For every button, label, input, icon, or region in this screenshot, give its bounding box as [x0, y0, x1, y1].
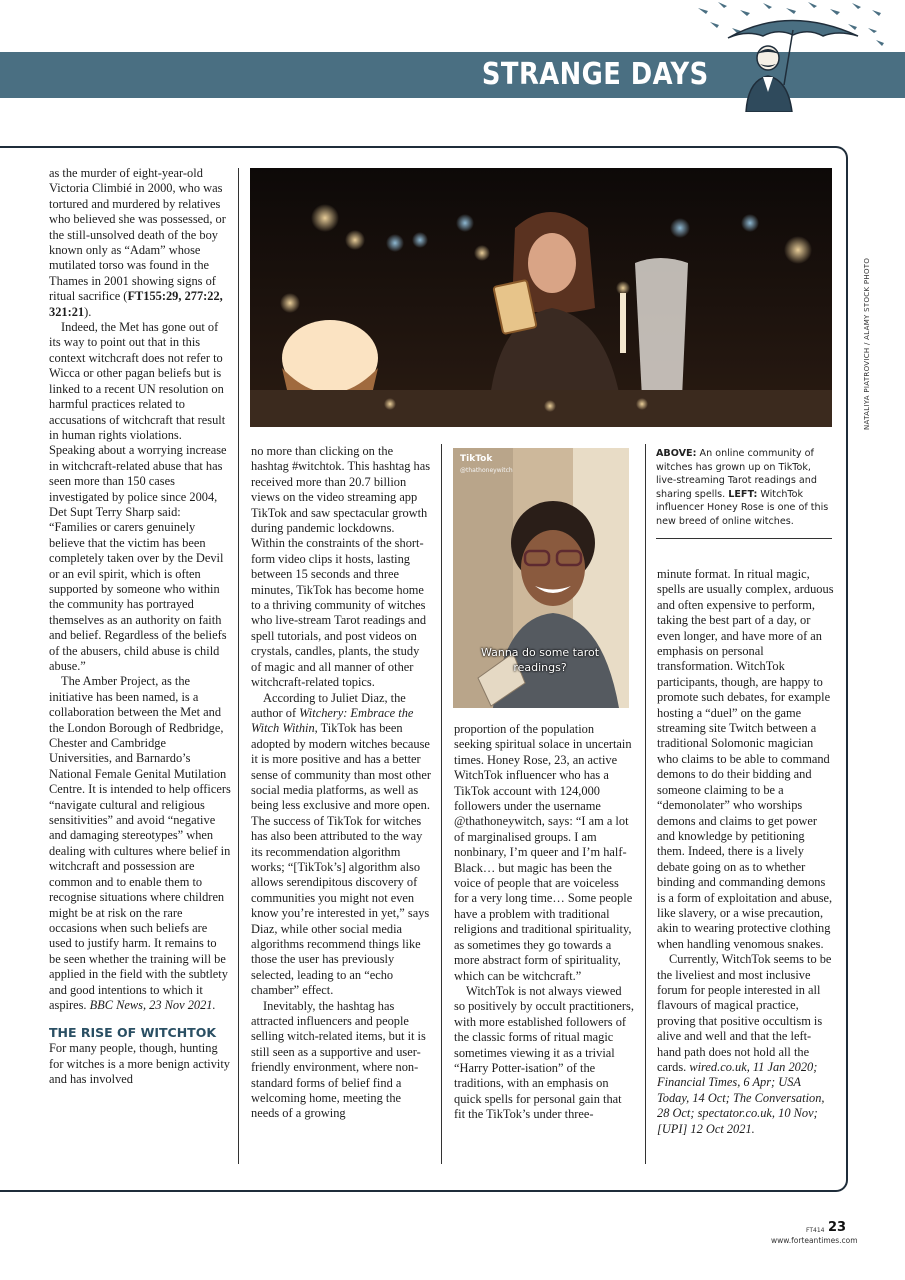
text-run: According to Juliet Diaz, the author of [251, 690, 406, 720]
text-run: ). [84, 304, 92, 319]
text-run: Currently, WitchTok seems to be the liveliest and most inclusive forum for people interested in all flavours of magical practice, proving that positive occultism is alive and well and that the left-hand path does not hold all the cards. [657, 952, 832, 1074]
column-divider-1 [238, 168, 239, 1164]
bubble-line-1: Wanna do some tarot [480, 646, 600, 659]
bubble-line-2: readings? [513, 661, 567, 674]
source-citation: wired.co.uk, 11 Jan 2020; Financial Times, 6 Apr; USA Today, 14 Oct; The Conversation, 28 Oct; spectator.co.uk, 10 Nov; [UPI] 12 Oct 2021. [657, 1060, 825, 1136]
tiktok-logo: TikTok [460, 454, 493, 464]
reference: FT155:29, 277:22, 321:21 [49, 289, 223, 319]
paragraph [251, 691, 431, 999]
article-column-3 [454, 722, 634, 1123]
photo-caption [656, 447, 832, 529]
caption-above-text: An online community of witches has grown up on TikTok, live-streaming Tarot readings and sharing spells. [656, 448, 817, 500]
subheading: THE RISE OF WITCHTOK [49, 1025, 217, 1041]
section-title: STRANGE DAYS [482, 57, 709, 92]
article-column-2 [251, 444, 431, 1122]
caption-above-label: ABOVE: [656, 448, 697, 459]
paragraph: Indeed, the Met has gone out of its way to point out that in this context witchcraft does not refer to Wicca or other pagan beliefs but is linked to a recent UN resolution on harmful practices related to accusations of witchcraft that result in human rights violations. Speaking about a worrying increase in witchcraft-related abuse that has seen more than 150 cases investigated by police since 2004, Det Supt Terry Sharp said: “Families or carers genuinely believe that the victim has been completely taken over by the Devil or an evil spirit, which is often supported by someone who within the community has portrayed themselves as an authority on faith and belief. Regardless of the beliefs of the abusers, child abuse is child abuse.” [49, 320, 227, 673]
text-run: , TikTok has been adopted by modern witches because it is more positive and has a better sense of community than most other social media platforms, as well as being less exclusive and more open. The success of TikTok for witches has also been attributed to the way its recommendation algorithm works; “[TikTok’s] algorithm also allows serendipitous discovery of communities you might not even know you’re interested in yet,” says Diaz, while other social media algorithms recommend things like those the user has previously selected, leading to an “echo chamber” effect. [251, 721, 431, 998]
article-column-4 [657, 567, 835, 1137]
tiktok-username: @thathoneywitch [460, 467, 513, 474]
issue-number: FT414 [806, 1227, 825, 1234]
paragraph: proportion of the population seeking spiritual solace in uncertain times. Honey Rose, 23, an active WitchTok influencer who has a TikTok account with 124,000 followers under the username @thathoneywitch, says: “I am a lot of marginalised groups. I am nonbinary, I’m queer and I’m half-Black… but magic has been the voice of people that are voiceless for a very long time… Some people have a problem with traditional religions and traditional spirituality, as sometimes they go towards a more abstract form of spirituality, which can be witchcraft.” [454, 722, 633, 983]
column-divider-3 [645, 444, 646, 1164]
text-run: as the murder of eight-year-old Victoria Climbié in 2000, who was tortured and murdered by relatives who believed she was possessed, or the still-unsolved death of the boy known only as “Adam” whose mutilated torso was found in the Thames in 2001 showing signs of ritual sacrifice ( [49, 166, 226, 304]
page-number: 23 [828, 1220, 847, 1235]
article-column-1 [49, 166, 231, 1088]
column-divider-2 [441, 444, 442, 1164]
umbrella-man-icon [688, 0, 888, 112]
book-title: Witchery: Embrace the Witch Within [251, 705, 414, 736]
paragraph: For many people, though, hunting for witches is a more benign activity and has involved [49, 1041, 230, 1087]
photo-credit: NATALIYA PIATROVICH / ALAMY STOCK PHOTO [863, 257, 871, 430]
paragraph [657, 952, 835, 1137]
paragraph: no more than clicking on the hashtag #witchtok. This hashtag has received more than 20.7 billion views on the video streaming app TikTok and saw spectacular growth during pandemic lockdowns. Within the constraints of the short-form video clips it hosts, lasting between 15 seconds and three minutes, TikTok has become home to a thriving community of witches who live-stream Tarot readings and spell tutorials, and post videos on crystals, candles, plants, the study of magic and all manner of other witchcraft-related topics. [251, 444, 431, 690]
website-url: www.forteantimes.com [771, 1236, 858, 1245]
paragraph: WitchTok is not always viewed so positively by occult practitioners, with more established followers of the classic forms of ritual magic sometimes viewing it as a trivial “Harry Potter-isation” of the traditions, with an emphasis on quick spells for personal gain that fit the TikTok’s under three- [454, 983, 634, 1122]
paragraph [49, 674, 231, 1013]
tarot-candle-photo [250, 168, 832, 427]
caption-left-label: LEFT: [728, 488, 758, 500]
paragraph [49, 166, 231, 320]
paragraph: minute format. In ritual magic, spells are usually complex, arduous and often expensive to perform, taking the best part of a day, or even longer, and have more of an emphasis on personal transformation. WitchTok participants, though, are happy to promote such debates, for example hosting a “duel” on the game streaming site Twitch between a traditional Solomonic magician who claims to be able to command demons to do their bidding and someone claiming to be a “demonolater” who worships demons and claims to get power and knowledge by petitioning them. Indeed, there is a lively debate going on as to whether binding and commanding demons is a form of exploitation and abuse, like slavery, or a wise precaution, akin to wearing protective clothing when handling venomous snakes. [657, 567, 834, 951]
caption-divider [656, 538, 832, 539]
paragraph: Inevitably, the hashtag has attracted influencers and people selling witch-related items, but it is still seen as a supportive and user-friendly environment, where non-standard forms of belief find a welcoming home, meeting the needs of a growing [251, 998, 426, 1121]
tiktok-caption-bubble [472, 645, 608, 675]
text-run: The Amber Project, as the initiative has been named, is a collaboration between the Met and the London Borough of Redbridge, Chester and Cambridge Universities, and Barnardo’s National Female Genital Mutilation Centre. It is intended to help officers “navigate cultural and religious sensitivities” and avoid “negative and damaging stereotypes” when dealing with cultures where belief in witchcraft and possession are common and to enable them to recognise situations where children might be at risk on the rare occasions when such beliefs are used to justify harm. It remains to be seen whether the training will be applied in the field with the subtlety and good intentions to which it aspires. [49, 674, 231, 1012]
caption-left-text: WitchTok influencer Honey Rose is one of this new breed of online witches. [656, 488, 829, 527]
source-citation: BBC News, 23 Nov 2021. [89, 997, 216, 1012]
